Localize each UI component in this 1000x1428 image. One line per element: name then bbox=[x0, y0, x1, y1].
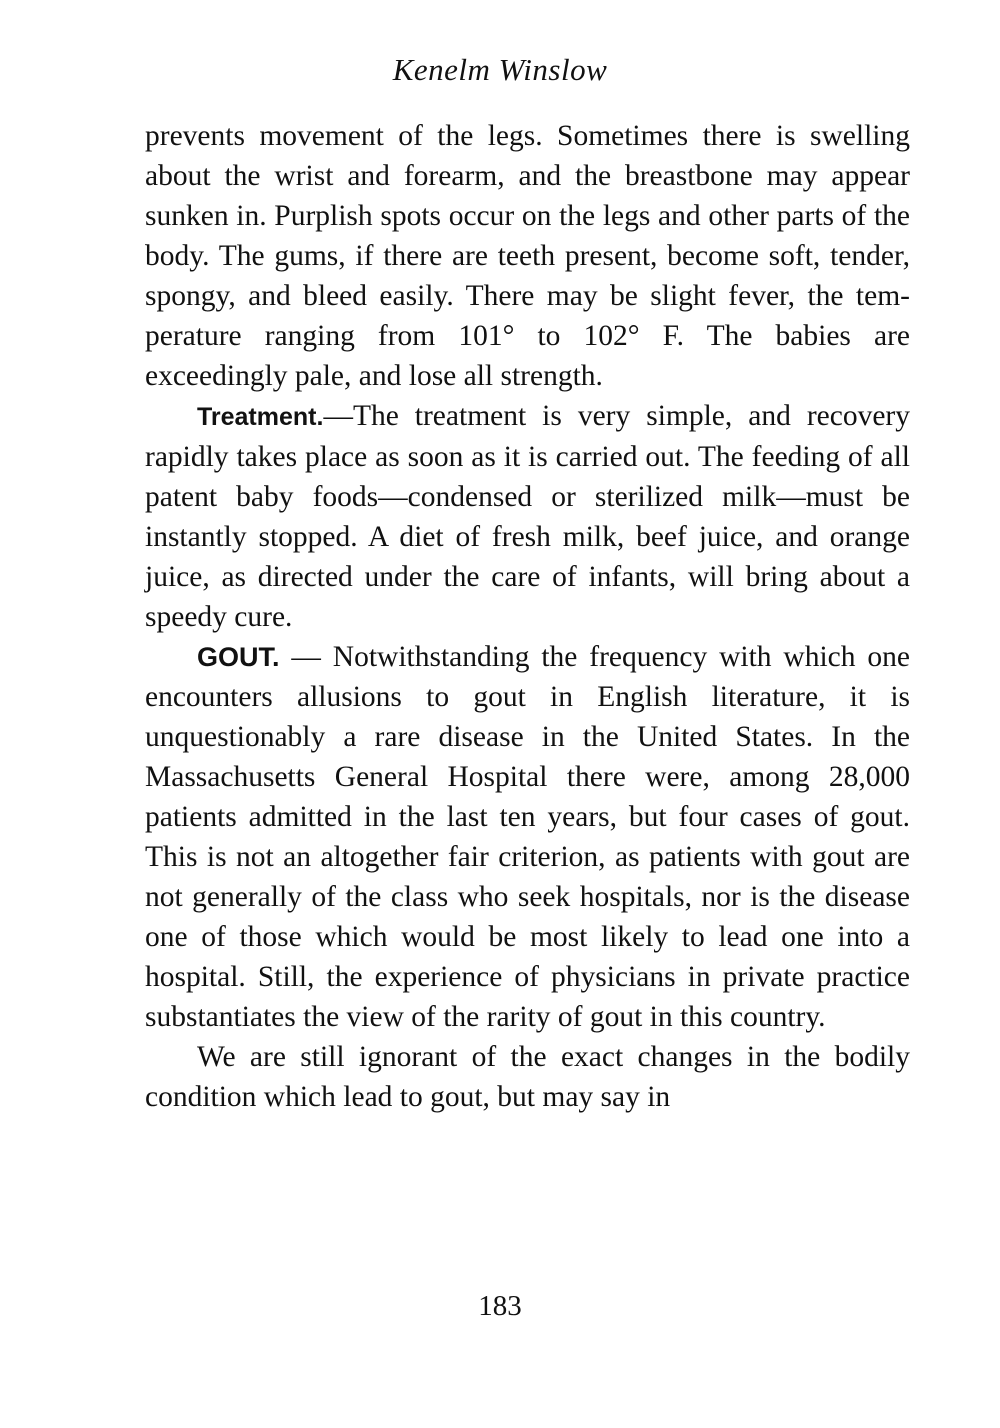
running-head: Kenelm Winslow bbox=[392, 52, 608, 87]
body-text bbox=[145, 116, 910, 1117]
paragraph-gout bbox=[145, 637, 910, 1037]
gout-text: — Notwithstanding the frequency with which one encounters allusions to gout in English literature, it is unquestionably a rare disease in the United States. In the Massachusetts General Hospital there were, among 28,000 patients admitted in the last ten years, but four cases of gout. This is not an altogether fair criterion, as patients with gout are not generally of the class who seek hospitals, nor is the disease one of those which would be most likely to lead one into a hospital. Still, the experience of physicians in private practice substantiates the view of the rarity of gout in this country. bbox=[145, 641, 910, 1033]
page-number: 183 bbox=[478, 1290, 522, 1322]
treatment-heading: Treatment. bbox=[197, 403, 324, 431]
paragraph-treatment bbox=[145, 396, 910, 637]
paragraph-symptoms: prevents movement of the legs. Sometimes there is swelling about the wrist and forearm, and the breastbone may appear sunken in. Purplish spots occur on the legs and other parts of the body. The gums, if there are teeth present, become soft, tender, spongy, and bleed easily. There may be slight fever, the temperature ranging from 101° to 102° F. The babies are exceedingly pale, and lose all strength. bbox=[145, 120, 910, 392]
treatment-text: —The treatment is very simple, and recovery rapidly takes place as soon as it is carried out. The feeding of all patent baby foods—condensed or sterilized milk—must be instantly stopped. A diet of fresh milk, beef juice, and orange juice, as directed under the care of infants, will bring about a speedy cure. bbox=[145, 400, 910, 633]
paragraph-gout-cause: We are still ignorant of the exact changes in the bodily condition which lead to gout, but may say in bbox=[145, 1041, 910, 1113]
gout-heading: GOUT. bbox=[197, 642, 280, 672]
